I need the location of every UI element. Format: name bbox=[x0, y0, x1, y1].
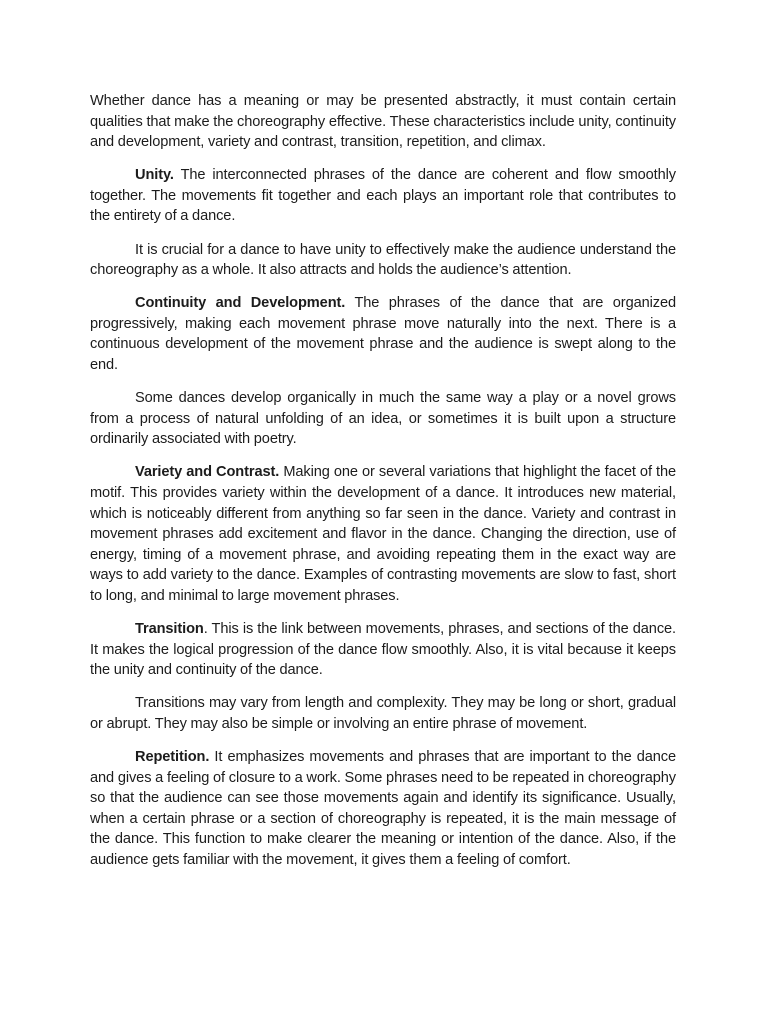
unity-heading: Unity. bbox=[135, 167, 174, 184]
variety-paragraph bbox=[90, 462, 676, 606]
paragraph-text: It is crucial for a dance to have unity to effectively make the audience understand the choreography as a whole. It also attracts and holds the audience’s attention. bbox=[90, 241, 676, 279]
paragraph-text: The phrases of the dance that are organized progressively, making each movement phrase move naturally into the next. There is a continuous development of the movement phrase and the audience is swept along to the end. bbox=[90, 295, 676, 374]
unity-detail-paragraph bbox=[90, 240, 676, 281]
continuity-heading: Continuity and Development. bbox=[135, 295, 346, 312]
paragraph-text: . This is the link between movements, phrases, and sections of the dance. It makes the logical progression of the dance flow smoothly. Also, it is vital because it keeps the unity and continuity of the dance. bbox=[90, 621, 676, 679]
transition-heading: Transition bbox=[135, 621, 204, 638]
document-page bbox=[90, 91, 676, 883]
paragraph-text: The interconnected phrases of the dance are coherent and flow smoothly together. The movements fit together and each plays an important role that contributes to the entirety of a dance. bbox=[90, 167, 676, 225]
continuity-detail-paragraph bbox=[90, 388, 676, 450]
intro-paragraph bbox=[90, 91, 676, 153]
paragraph-text: Some dances develop organically in much the same way a play or a novel grows from a process of natural unfolding of an idea, or sometimes it is built upon a structure ordinarily associated with poetry. bbox=[90, 390, 676, 448]
unity-paragraph bbox=[90, 165, 676, 227]
repetition-heading: Repetition. bbox=[135, 749, 210, 766]
continuity-paragraph bbox=[90, 293, 676, 375]
paragraph-text: Whether dance has a meaning or may be presented abstractly, it must contain certain qualities that make the choreography effective. These characteristics include unity, continuity and development, variety and contrast, transition, repetition, and climax. bbox=[90, 93, 676, 151]
paragraph-text: It emphasizes movements and phrases that are important to the dance and gives a feeling of closure to a work. Some phrases need to be repeated in choreography so that the audience can see those movements again and identify its significance. Usually, when a certain phrase or a section of choreography is repeated, it is the main message of the dance. This function to make clearer the meaning or intention of the dance. Also, if the audience gets familiar with the movement, it gives them a feeling of comfort. bbox=[90, 749, 676, 868]
transition-detail-paragraph bbox=[90, 693, 676, 734]
paragraph-text: Making one or several variations that highlight the facet of the motif. This provides variety within the development of a dance. It introduces new material, which is noticeably different from anything so far seen in the dance. Variety and contrast in movement phrases add excitement and flavor in the dance. Changing the direction, use of energy, timing of a movement phrase, and avoiding repeating them in the exact way are ways to add variety to the dance. Examples of contrasting movements are slow to fast, short to long, and minimal to large movement phrases. bbox=[90, 464, 676, 604]
repetition-paragraph bbox=[90, 747, 676, 871]
paragraph-text: Transitions may vary from length and complexity. They may be long or short, gradual or abrupt. They may also be simple or involving an entire phrase of movement. bbox=[90, 695, 676, 732]
transition-paragraph bbox=[90, 619, 676, 681]
variety-heading: Variety and Contrast. bbox=[135, 464, 280, 481]
